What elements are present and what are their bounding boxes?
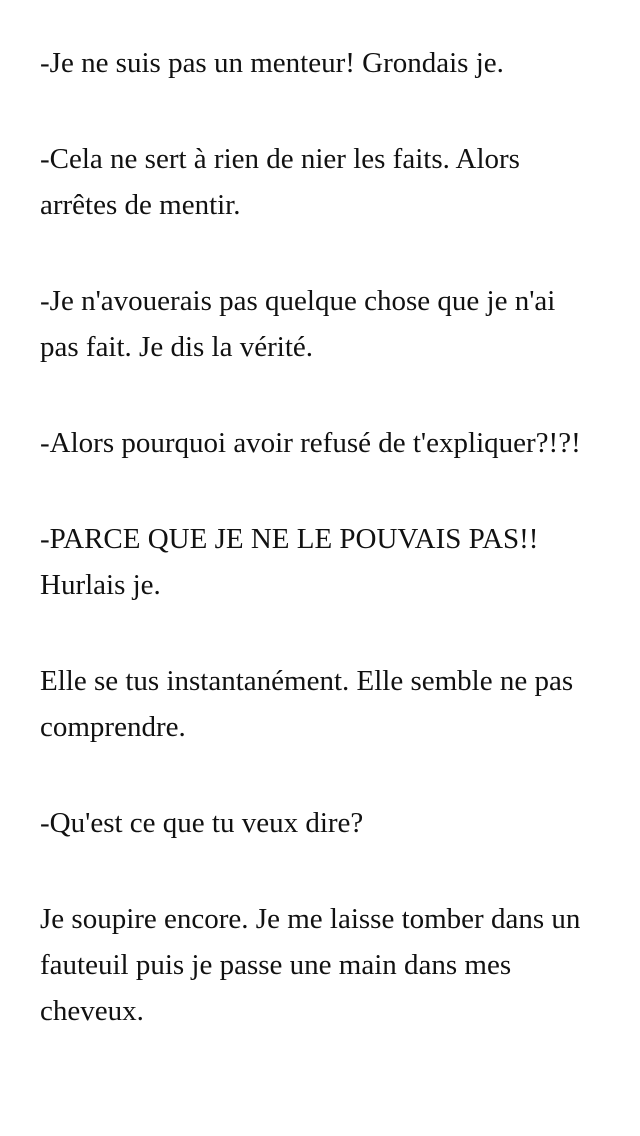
story-paragraph: -Qu'est ce que tu veux dire? [40,807,364,839]
story-paragraph: -Je ne suis pas un menteur! Grondais je. [40,47,504,79]
story-paragraph: -Alors pourquoi avoir refusé de t'expliquer?!?! [40,427,581,459]
story-paragraph: Elle se tus instantanément. Elle semble ne pas comprendre. [40,665,574,743]
story-paragraph: -Je n'avouerais pas quelque chose que je n'ai pas fait. Je dis la vérité. [40,285,556,363]
story-paragraph: -PARCE QUE JE NE LE POUVAIS PAS!! Hurlais je. [40,523,539,601]
story-paragraph: Je soupire encore. Je me laisse tomber dans un fauteuil puis je passe une main dans mes cheveux. [40,903,581,1027]
story-paragraph: -Cela ne sert à rien de nier les faits. Alors arrêtes de mentir. [40,143,520,221]
